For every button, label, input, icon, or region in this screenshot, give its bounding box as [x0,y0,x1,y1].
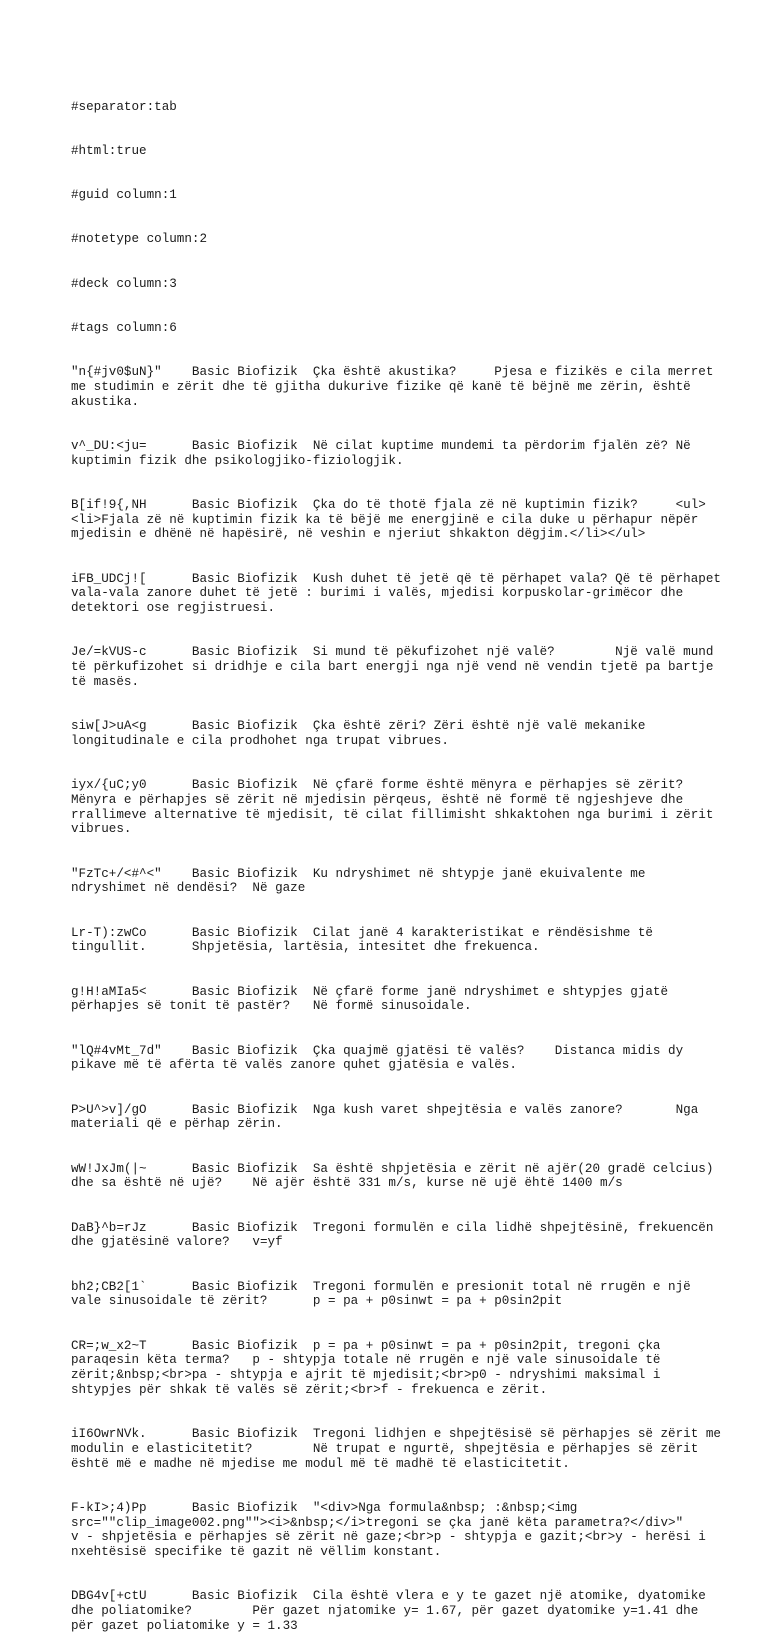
record-line: v^_DU:<ju= Basic Biofizik Në cilat kuptime mundemi ta përdorim fjalën zë? Në kuptimin fizik dhe psikologjiko-fiziologjik. [71,438,699,468]
record-line: P>U^>v]/gO Basic Biofizik Nga kush varet shpejtësia e valës zanore? Nga materiali që e përhap zërin. [71,1102,706,1132]
record-line: DaB}^b=rJz Basic Biofizik Tregoni formulën e cila lidhë shpejtësinë, frekuencën dhe gjatësinë valore? v=yf [71,1220,721,1250]
record-line: siw[J>uA<g Basic Biofizik Çka është zëri? Zëri është një valë mekanike longitudinale e cila prodhohet nga trupat vibrues. [71,719,653,748]
header-line-html: #html:true [71,143,147,158]
header-line-deck-column: #deck column:3 [71,276,177,291]
record-line: Je/=kVUS-c Basic Biofizik Si mund të pëkufizohet një valë? Një valë mund të përkufizohet si dridhje e cila bart energji nga një vend në vendin tjetë pa bartje të masës. [71,645,721,689]
header-line-separator: #separator:tab [71,99,177,114]
record-line: iI6OwrNVk. Basic Biofizik Tregoni lidhjen e shpejtësisë së përhapjes së zërit me modulin e elasticitetit? Në trupat e ngurtë, shpejtësia e përhapjes së zërit është më e madhe në mjedise me modul më të madhë të elasticitetit. [71,1427,729,1471]
record-line: DBG4v[+ctU Basic Biofizik Cila është vlera e y te gazet një atomike, dyatomike dhe poliatomike? Për gazet njatomike y= 1.67, për gazet dyatomike y=1.41 dhe për gazet poliatomike y = 1.33 [71,1589,714,1633]
record-line: g!H!aMIa5< Basic Biofizik Në çfarë forme janë ndryshimet e shtypjes gjatë përhapjes së tonit të pastër? Në formë sinusoidale. [71,984,676,1014]
record-line: iyx/{uC;y0 Basic Biofizik Në çfarë forme është mënyra e përhapjes së zërit? Mënyra e përhapjes së zërit në mjedisin përqeus, është në formë të ngjeshjeve dhe rrallimeve alternative të mjedisit, të cilat fillimisht shkaktohen nga burimi i zërit vibrues. [71,778,737,837]
record-line: "lQ#4vMt_7d" Basic Biofizik Çka quajmë gjatësi të valës? Distanca midis dy pikave më të afërta të valës zanore quhet gjatësia e valës. [71,1043,691,1073]
record-line: B[if!9{,NH Basic Biofizik Çka do të thotë fjala zë në kuptimin fizik? <ul><li>Fjala zë në kuptimin fizik ka të bëjë me energjinë e cila duke u përhapur nëpër mjedisin e dhënë në hapësirë, në veshin e njeriut shkakton dëgjim.</li></ul> [71,497,706,542]
record-line: iFB_UDCj![ Basic Biofizik Kush duhet të jetë që të përhapet vala? Që të përhapet vala-vala zanore duhet të jetë : burimi i valës, mjedisi korpuskolar-grimëcor dhe detektori ose regjistruesi. [71,571,729,615]
record-line: bh2;CB2[1` Basic Biofizik Tregoni formulën e presionit total në rrugën e një vale sinusoidale të zërit? p = pa + p0sinwt = pa + p0sin2pit [71,1279,699,1309]
header-line-guid-column: #guid column:1 [71,188,177,202]
header-line-tags-column: #tags column:6 [71,320,177,335]
document-text [71,70,737,1648]
record-line: "n{#jv0$uN}" Basic Biofizik Çka është akustika? Pjesa e fizikës e cila merret me studimin e zërit dhe të gjitha dukurive fizike që kanë të bëjnë me zërin, është akustika. [71,365,721,409]
record-line: F-kI>;4)Pp Basic Biofizik "<div>Nga formula&nbsp; :&nbsp;<img src=""clip_image002.png""><i>&nbsp;</i>tregoni se çka janë këta parametra?</div>" v - shpjetësia e përhapjes së zërit në gaze;<br>p - shtypja e gazit;<br>y - herësi i nxehtësisë specifike të gazit në vëllim konstant. [71,1500,737,1559]
record-line: wW!JxJm(|~ Basic Biofizik Sa është shpjetësia e zërit në ajër(20 gradë celcius) dhe sa është në ujë? Në ajër është 331 m/s, kurse në ujë ëhtë 1400 m/s [71,1161,721,1191]
record-line: Lr-T):zwCo Basic Biofizik Cilat janë 4 karakteristikat e rëndësishme të tingullit. Shpjetësia, lartësia, intesitet dhe frekuenca. [71,925,661,955]
record-line: "FzTc+/<#^<" Basic Biofizik Ku ndryshimet në shtypje janë ekuivalente me ndryshimet në dendësi? Në gaze [71,866,653,896]
record-line: CR=;w_x2~T Basic Biofizik p = pa + p0sinwt = pa + p0sin2pit, tregoni çka paraqesin këta terma? p - shtypja totale në rrugën e një vale sinusoidale të zërit;&nbsp;<br>pa - shtypja e ajrit të mjedisit;<br>p0 - ndryshimi maksimal i shtypjes për shkak të valës së zërit;<br>f - frekuenca e zërit. [71,1338,669,1397]
header-line-notetype-column: #notetype column:2 [71,232,208,247]
